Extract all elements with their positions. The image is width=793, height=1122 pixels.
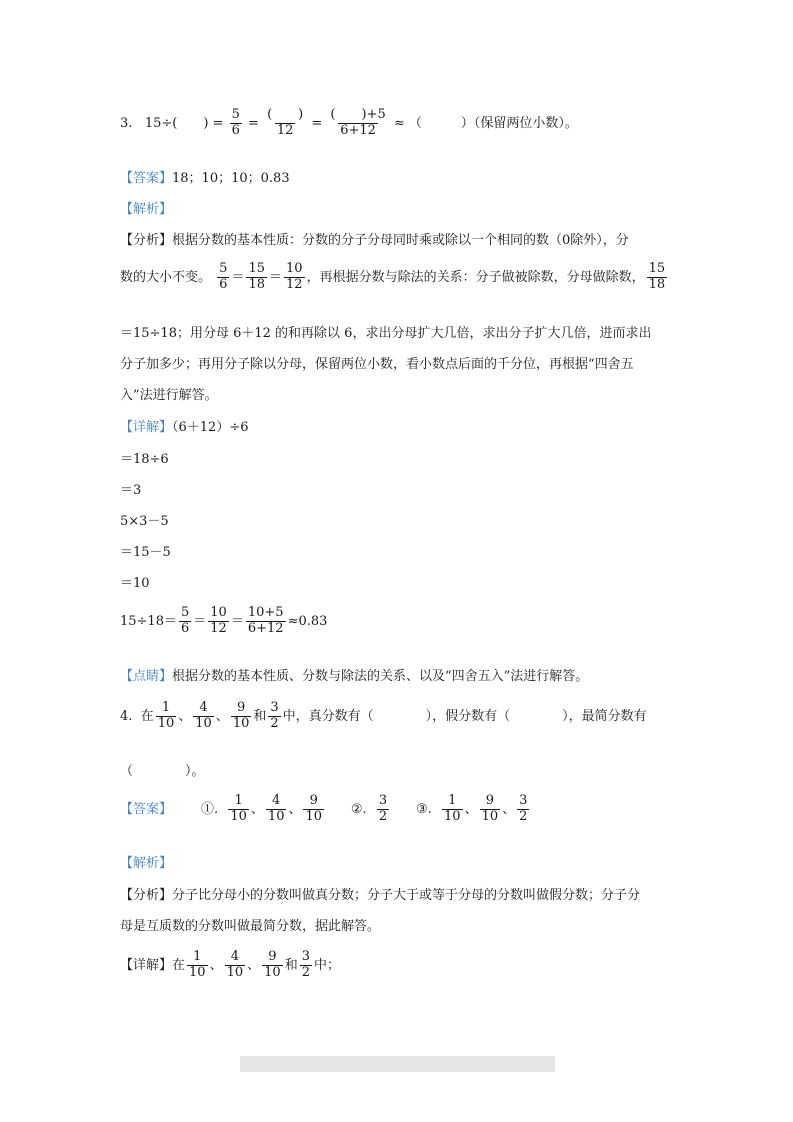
q3-question: 3. 15÷( ) = $\frac{5}{6}$ = $\frac{( )}{12}$ = $\frac{( )+5}{6+12}$ ≈ （ ）（保留两位小数）。 <box>120 107 578 138</box>
fraction: $\frac{3}{2}$ <box>519 793 528 824</box>
q4-answer: 【答案】 ①. $\frac{1}{10}$ 、 $\frac{4}{10}$ 、 $\frac{9}{10}$ ②. $\frac{3}{2}$ ③. $\frac{1}{10}$ 、 $\frac{9}{10}$ 、 $\frac{3}{2}$ <box>120 793 528 824</box>
fraction: $\frac{9}{10}$ <box>305 793 323 824</box>
q3-lhs: 15÷( <box>144 115 178 131</box>
fraction: $\frac{5}{6}$ <box>219 261 228 292</box>
watermark <box>240 1056 555 1072</box>
analysis-tag: 【解析】 <box>120 202 173 217</box>
answer-blank: （ ） <box>408 115 474 131</box>
answer-tag: 【答案】 <box>120 171 173 186</box>
q4-fenxi-2: 母是互质数的分数叫做最简分数，据此解答。 <box>120 919 381 934</box>
fraction: $\frac{10}{12}$ <box>210 605 227 636</box>
fraction: $\frac{3}{2}$ <box>378 793 388 824</box>
analysis-tag: 【解析】 <box>120 856 173 871</box>
fraction: $\frac{4}{10}$ <box>226 949 244 980</box>
fraction: $\frac{10}{12}$ <box>286 261 303 292</box>
fraction: $\frac{( )+5}{6+12}$ <box>330 107 386 138</box>
q3-detail-3: ＝3 <box>120 483 142 498</box>
q3-dianjing: 【点睛】根据分数的基本性质、分数与除法的关系、以及“四舍五入”法进行解答。 <box>120 669 589 684</box>
q3-detail-1: 【详解】（6＋12）÷6 <box>120 420 249 435</box>
q3-detail-2: ＝18÷6 <box>120 452 169 467</box>
q4-question-2: （ ）。 <box>120 764 205 779</box>
answer-tag: 【答案】 <box>120 801 173 817</box>
q3-detail-6: ＝10 <box>120 576 150 591</box>
fraction: $\frac{1}{10}$ <box>230 793 247 824</box>
q4-fenxi-1: 【分析】分子比分母小的分数叫做真分数；分子大于或等于分母的分数叫做假分数；分子分 <box>120 888 641 903</box>
q3-note: （保留两位小数）。 <box>473 115 578 131</box>
q4-question: 4. 在 $\frac{1}{10}$ 、 $\frac{4}{10}$ 、 $\frac{9}{10}$ 和 $\frac{3}{2}$ 中，真分数有（ ），假分数有（ ），最简分数有 <box>120 700 647 731</box>
q3-fenxi-1: 【分析】根据分数的基本性质：分数的分子分母同时乘或除以一个相同的数（0除外），分 <box>120 233 629 248</box>
fraction: $\frac{( )}{12}$ <box>267 107 304 138</box>
fraction: $\frac{10+5}{6+12}$ <box>247 605 284 636</box>
q3-fenxi-2: 数的大小不变。 $\frac{5}{6}$ ＝ $\frac{15}{18}$ ＝ $\frac{10}{12}$ ，再根据分数与除法的关系：分子做被除数，分母做除数， $\frac{15}{18}$ <box>120 261 666 292</box>
q3-number: 3. <box>120 115 133 131</box>
fraction: $\frac{1}{10}$ <box>444 793 461 824</box>
fraction: $\frac{15}{18}$ <box>648 261 666 292</box>
fraction: $\frac{1}{10}$ <box>189 949 206 980</box>
q3-final: 15÷18＝ $\frac{5}{6}$ ＝ $\frac{10}{12}$ ＝ $\frac{10+5}{6+12}$ ≈0.83 <box>120 605 328 636</box>
q3-fenxi-5: 入”法进行解答。 <box>120 388 218 403</box>
fraction: $\frac{4}{10}$ <box>195 700 212 731</box>
q3-detail-4: 5×3－5 <box>120 514 169 529</box>
fraction: $\frac{4}{10}$ <box>267 793 285 824</box>
q3-fenxi-4: 分子加多少；再用分子除以分母，保留两位小数，看小数点后面的千分位，再根据“四舍五 <box>120 357 634 372</box>
q3-answer: 【答案】18；10；10；0.83 <box>120 171 290 186</box>
fraction: $\frac{9}{10}$ <box>481 793 499 824</box>
q4-detail: 【详解】在 $\frac{1}{10}$ 、 $\frac{4}{10}$ 、 $\frac{9}{10}$ 和 $\frac{3}{2}$ 中； <box>120 949 341 980</box>
fraction: $\frac{1}{10}$ <box>157 700 175 731</box>
fraction: $\frac{9}{10}$ <box>232 700 250 731</box>
fraction: $\frac{5}{6}$ <box>180 605 190 636</box>
fraction: $\frac{3}{2}$ <box>270 700 279 731</box>
fraction: $\frac{15}{18}$ <box>248 261 265 292</box>
fraction: $\frac{5}{6}$ <box>231 107 240 138</box>
fraction: $\frac{9}{10}$ <box>264 949 281 980</box>
q3-detail-5: ＝15－5 <box>120 545 171 560</box>
fraction: $\frac{3}{2}$ <box>301 949 310 980</box>
q3-fenxi-3: ＝15÷18；用分母 6＋12 的和再除以 6，求出分母扩大几倍，求出分子扩大几倍，进而求出 <box>120 326 652 341</box>
